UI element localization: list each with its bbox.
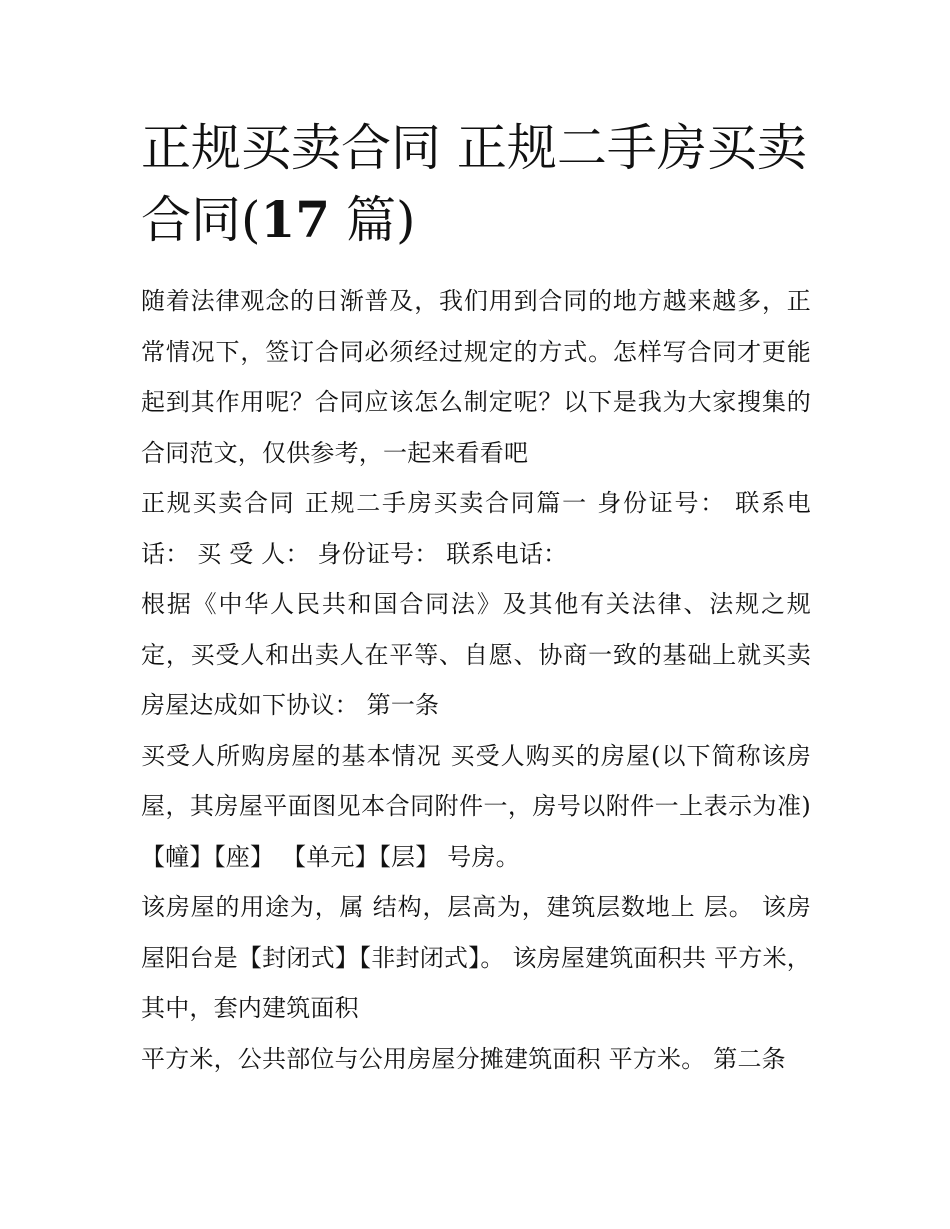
document-title <box>141 112 811 256</box>
paragraph-area: 平方米，公共部位与公用房屋分摊建筑面积 平方米。 第二条 <box>141 1044 786 1073</box>
paragraph-property-usage: 该房屋的用途为，属 结构，层高为，建筑层数地上 层。 该房屋阳台是【封闭式】【非封闭式】。 该房屋建筑面积共 平方米，其中，套内建筑面积 <box>141 893 811 1022</box>
document-content <box>141 112 811 1084</box>
document-body <box>141 276 811 1084</box>
paragraph-intro: 随着法律观念的日渐普及，我们用到合同的地方越来越多，正常情况下，签订合同必须经过规定的方式。怎样写合同才更能起到其作用呢？合同应该怎么制定呢？以下是我为大家搜集的合同范文，仅供参考，一起来看看吧 <box>141 287 811 467</box>
title-prefix: 正规买卖合同 正规二手房买卖合同( <box>141 119 807 249</box>
paragraph-parties: 正规买卖合同 正规二手房买卖合同篇一 身份证号： 联系电话： 买 受 人： 身份证号： 联系电话： <box>141 489 811 568</box>
title-number: 17 <box>260 190 331 249</box>
paragraph-legal-basis: 根据《中华人民共和国合同法》及其他有关法律、法规之规定，买受人和出卖人在平等、自愿、协商一致的基础上就买卖房屋达成如下协议： 第一条 <box>141 590 811 719</box>
paragraph-property-info: 买受人所购房屋的基本情况 买受人购买的房屋(以下简称该房屋，其房屋平面图见本合同附件一，房号以附件一上表示为准) 【幢】【座】 【单元】【层】 号房。 <box>141 741 811 871</box>
title-suffix: 篇) <box>330 191 416 249</box>
